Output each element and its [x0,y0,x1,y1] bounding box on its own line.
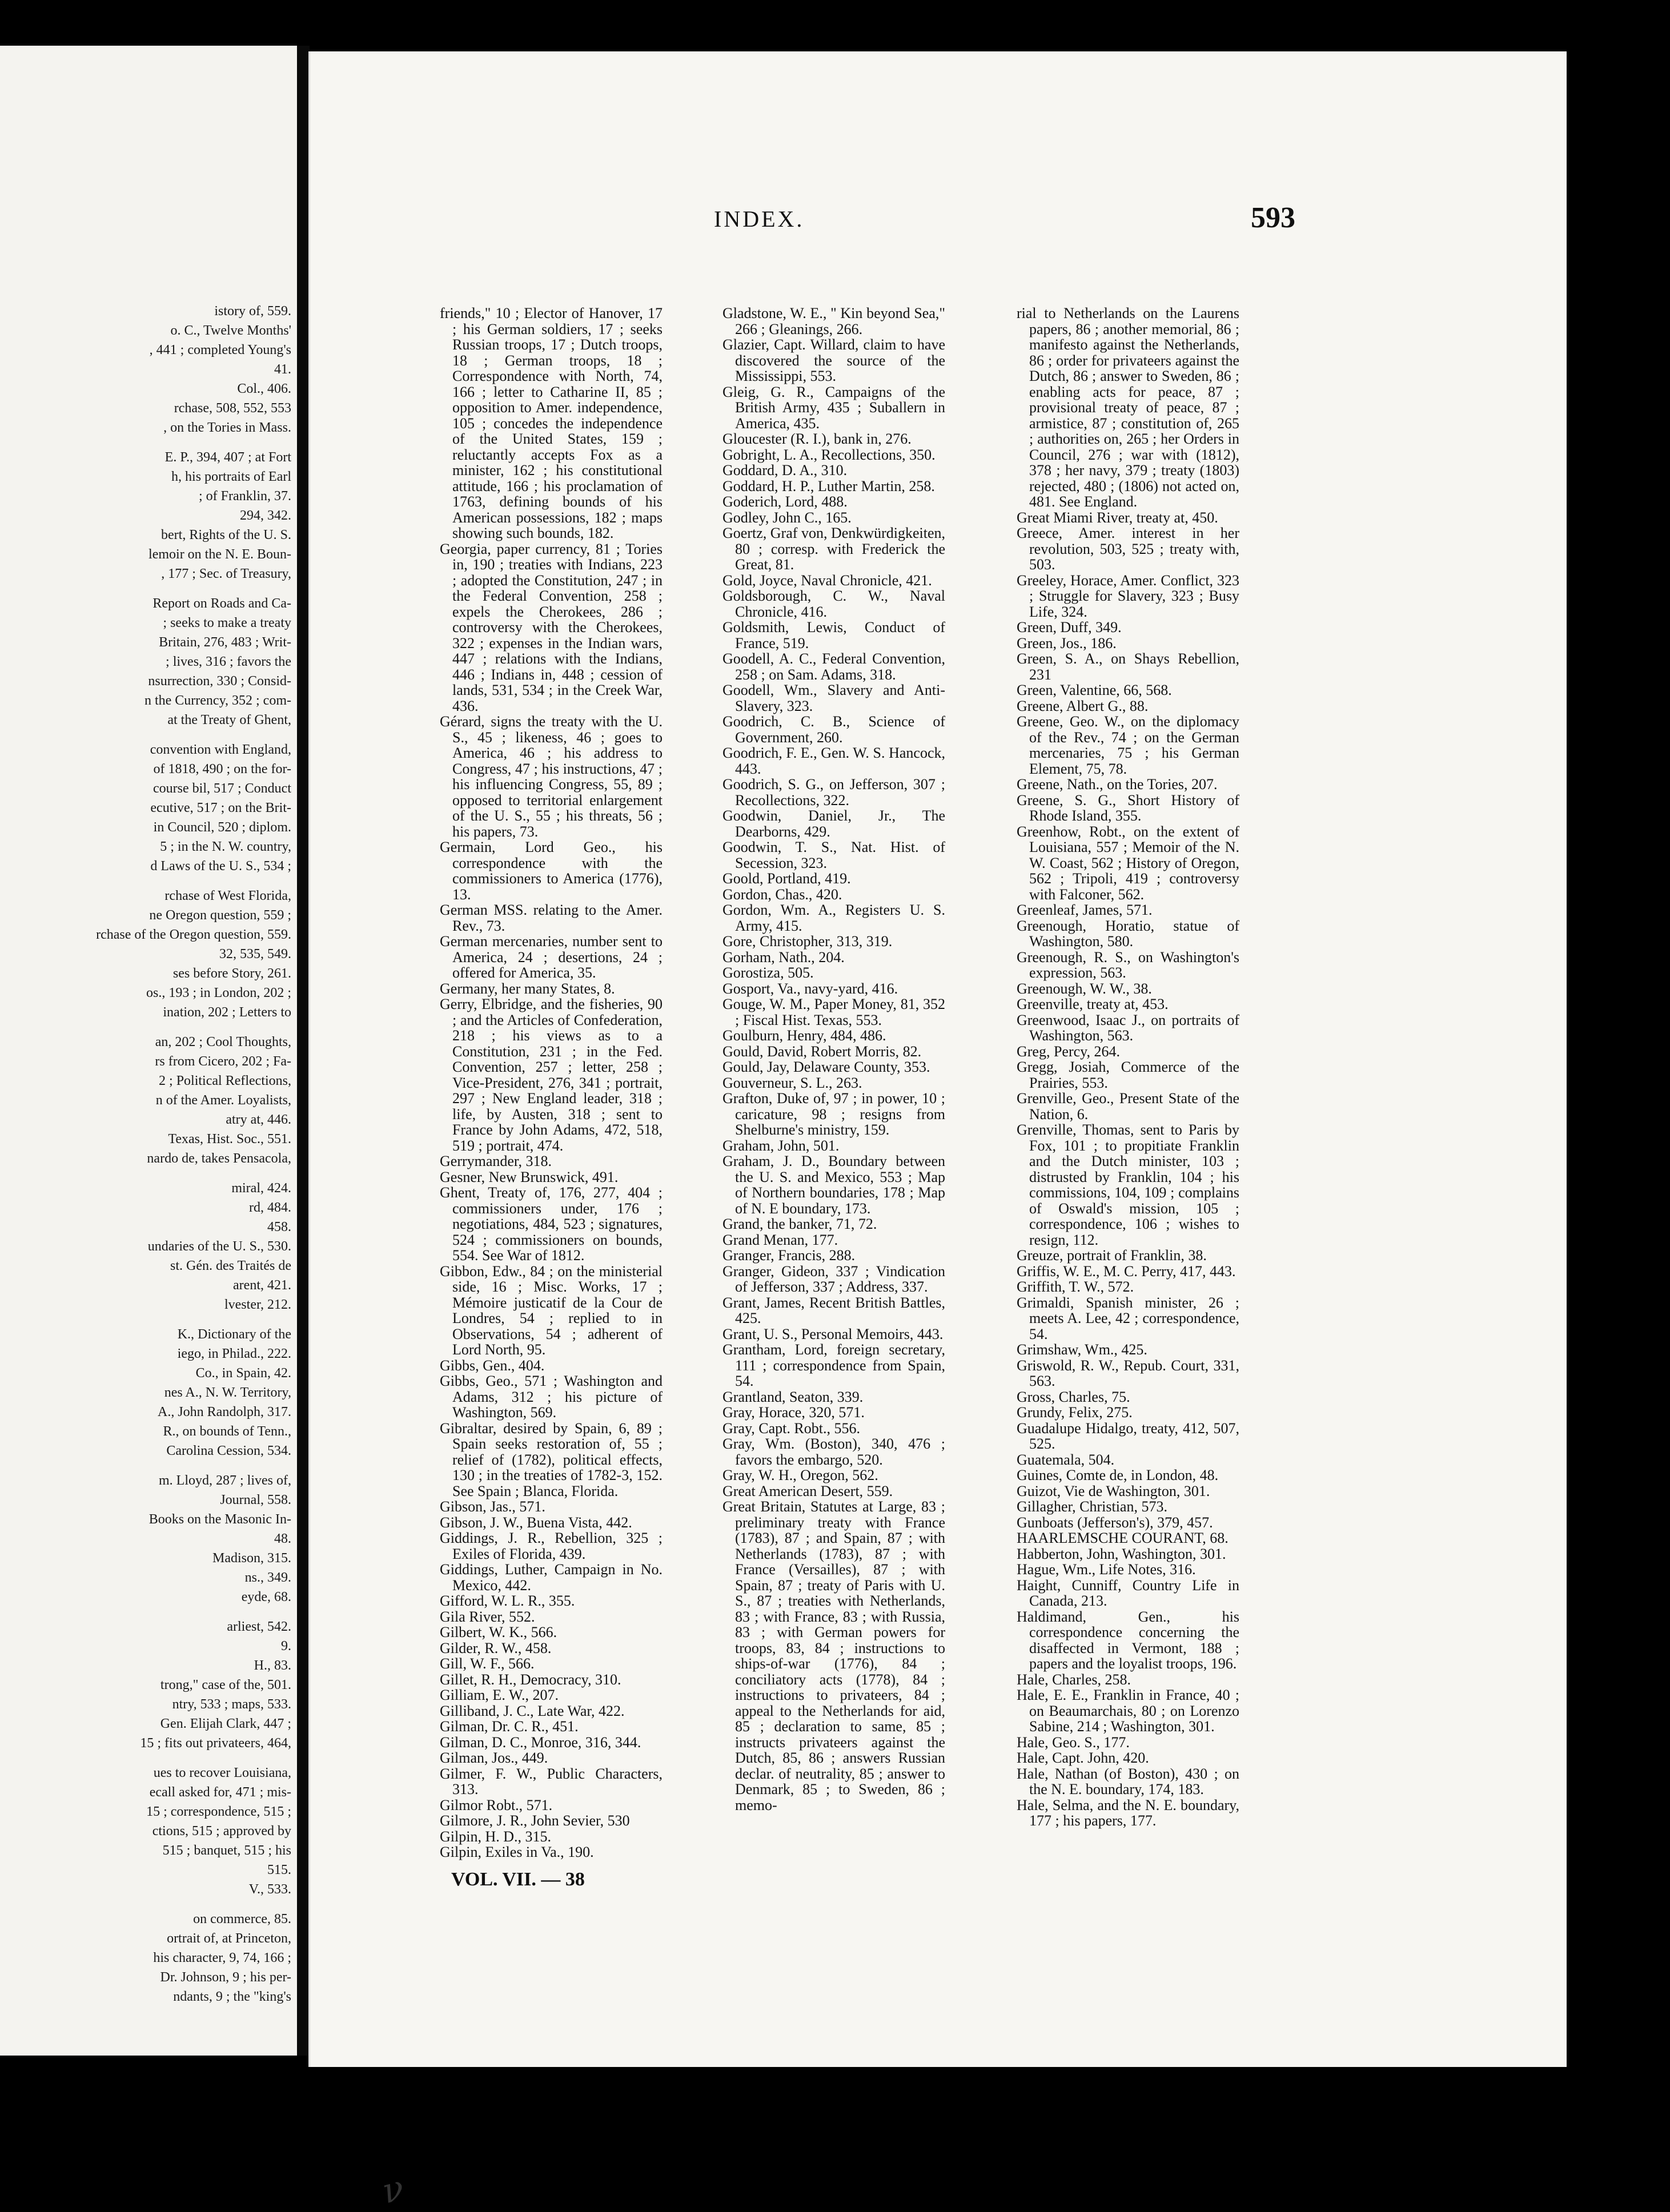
index-entry: Green, Valentine, 66, 568. [1017,682,1172,698]
index-entry: Gorham, Nath., 204. [722,948,845,966]
left-page-line: m. Lloyd, 287 ; lives of, [159,1473,291,1488]
index-entry: Grant, U. S., Personal Memoirs, 443. [722,1325,944,1342]
handwritten-mark: ν [378,2167,408,2212]
index-entry: Gilmor Robt., 571. [440,1796,553,1813]
index-entry: Gilman, D. C., Monroe, 316, 344. [440,1734,641,1751]
index-entry: Griffis, W. E., M. C. Perry, 417, 443. [1017,1262,1236,1280]
left-page-line: ne Oregon question, 559 ; [149,908,291,923]
index-entry: Goddard, D. A., 310. [722,462,848,478]
index-entry: Gross, Charles, 75. [1017,1388,1130,1405]
left-page-line: at the Treaty of Ghent, [167,713,291,727]
index-entry: Georgia, paper currency, 81 ; Tories in, 190 ; treaties with Indians, 223 ; adopted the Constitution, 247 ; in the Federal Convention, 258 ; expels the Cherokees, 286 ; controversy with the Cherokees, 322 ; expenses in the Indian wars, 447 ; relations with the Indians, 446 ; Indians in, 448 ; cession of lands, 531, 534 ; in the Creek War, 436. [440,540,663,714]
index-entry: Greenough, W. W., 38. [1017,980,1152,997]
index-entry: Gibbon, Edw., 84 ; on the ministerial side, 16 ; Misc. Works, 17 ; Mémoire justicatif de la Cour de Londres, 54 ; replied to in Observations, 54 ; adherent of Lord North, 95. [440,1262,663,1358]
index-entry: Guizot, Vie de Washington, 301. [1017,1482,1210,1499]
left-page-line: Col., 406. [237,381,291,396]
left-page-line: 515 ; banquet, 515 ; his [162,1843,291,1858]
index-entry: Greenough, R. S., on Washington's expression, 563. [1017,948,1239,981]
index-entry: Gesner, New Brunswick, 491. [440,1168,619,1185]
index-entry: Gould, David, Robert Morris, 82. [722,1043,922,1060]
left-page-line: H., 83. [254,1658,291,1673]
index-entry: Gosport, Va., navy-yard, 416. [722,980,898,997]
index-entry: Grand Menan, 177. [722,1231,838,1248]
index-entry: Greg, Percy, 264. [1017,1043,1120,1060]
index-entry: Habberton, John, Washington, 301. [1017,1545,1226,1562]
index-entry: Goertz, Graf von, Denkwürdigkeiten, 80 ; corresp. with Frederick the Great, 81. [722,525,945,573]
index-entry: Greenleaf, James, 571. [1017,902,1153,918]
index-entry: Grand, the banker, 71, 72. [722,1216,877,1232]
index-entry: Greenville, treaty at, 453. [1017,996,1169,1012]
index-entry: Gilmer, F. W., Public Characters, 313. [440,1765,663,1797]
left-page-line: his character, 9, 74, 166 ; [153,1950,291,1965]
left-page-line: of 1818, 490 ; on the for- [153,762,291,777]
index-entry: Gladstone, W. E., " Kin beyond Sea," 266 ; Gleanings, 266. [722,305,945,337]
index-entry: Gouverneur, S. L., 263. [722,1074,862,1091]
index-entry: Goldsmith, Lewis, Conduct of France, 519. [722,619,945,651]
index-entry: Hale, E. E., Franklin in France, 40 ; on Beaumarchais, 80 ; on Lorenzo Sabine, 214 ; Washington, 301. [1017,1687,1239,1735]
index-entry: Graham, John, 501. [722,1137,840,1154]
left-page-line: n the Currency, 352 ; com- [144,693,291,708]
left-page-line: Books on the Masonic In- [148,1512,291,1527]
index-entry: Hale, Charles, 258. [1017,1671,1131,1688]
left-page-line: R., on bounds of Tenn., [163,1424,291,1439]
index-entry: Goddard, H. P., Luther Martin, 258. [722,477,935,494]
index-entry: Guines, Comte de, in London, 48. [1017,1467,1219,1483]
left-page-line: 41. [274,362,291,377]
left-page-fragment [0,46,298,2056]
index-entry: Great Miami River, treaty at, 450. [1017,509,1218,526]
index-entry: Gerry, Elbridge, and the fisheries, 90 ; and the Articles of Confederation, 218 ; his views as to a Constitution, 231 ; in the Fed. Convention, 257 ; letter, 258 ; Vice-President, 276, 341 ; portrait, 297 ; New England leader, 318 ; life, by Austen, 318 ; sent to France by John Adams, 472, 518, 519 ; portrait, 474. [440,996,663,1154]
index-entry: Grant, James, Recent British Battles, 425. [722,1294,945,1326]
index-entry: Gilpin, H. D., 315. [440,1828,551,1845]
left-page-line: Texas, Hist. Soc., 551. [168,1132,291,1147]
left-page-line: 458. [267,1220,291,1234]
index-entry: Gray, Horace, 320, 571. [722,1404,865,1421]
left-page-line: Carolina Cession, 534. [166,1443,291,1458]
index-entry: Greene, Nath., on the Tories, 207. [1017,776,1218,793]
index-entry: Great American Desert, 559. [722,1482,893,1499]
left-page-line: on commerce, 85. [193,1912,291,1927]
left-page-line: nsurrection, 330 ; Consid- [148,674,291,689]
index-entry: Gifford, W. L. R., 355. [440,1592,575,1609]
left-page-line: Report on Roads and Ca- [152,596,291,611]
index-entry: Haldimand, Gen., his correspondence concerning the disaffected in Vermont, 188 ; papers and the loyalist troops, 196. [1017,1608,1239,1672]
index-entry: Grantland, Seaton, 339. [722,1388,864,1405]
left-page-line: 5 ; in the N. W. country, [160,839,291,854]
left-page-line: 15 ; correspondence, 515 ; [146,1804,291,1819]
index-entry: Graham, J. D., Boundary between the U. S. and Mexico, 553 ; Map of Northern boundaries, 178 ; Map of N. E boundary, 173. [722,1153,945,1217]
left-page-line: nes A., N. W. Territory, [164,1385,291,1400]
index-entry: Gray, Wm. (Boston), 340, 476 ; favors the embargo, 520. [722,1435,945,1468]
index-entry: Hale, Nathan (of Boston), 430 ; on the N. E. boundary, 174, 183. [1017,1765,1239,1797]
index-entry: Gray, W. H., Oregon, 562. [722,1467,878,1483]
index-entry: Greene, Albert G., 88. [1017,697,1149,714]
index-entry: Gérard, signs the treaty with the U. S., 45 ; likeness, 46 ; goes to America, 46 ; his address to Congress, 47 ; his instructions, 47 ; his influencing Congress, 55, 89 ; opposed to territorial enlargement of the U. S., 55 ; his threats, 56 ; his papers, 73. [440,713,663,840]
index-entry: HAARLEMSCHE COURANT, 68. [1017,1530,1229,1546]
index-entry: Guadalupe Hidalgo, treaty, 412, 507, 525. [1017,1419,1239,1452]
left-page-line: ndants, 9 ; the "king's [173,1989,291,2004]
index-entry: Goderich, Lord, 488. [722,493,848,510]
index-entry: Greene, S. G., Short History of Rhode Island, 355. [1017,791,1239,824]
index-entry: Gilman, Dr. C. R., 451. [440,1718,579,1735]
index-entry: Greene, Geo. W., on the diplomacy of the Rev., 74 ; on the German mercenaries, 75 ; his German Element, 75, 78. [1017,713,1239,777]
left-page-line: A., John Randolph, 317. [158,1405,291,1419]
left-page-line: rchase, 508, 552, 553 [174,401,291,416]
left-page-line: Britain, 276, 483 ; Writ- [159,635,291,650]
index-entry: rial to Netherlands on the Laurens papers, 86 ; another memorial, 86 ; manifesto against the Netherlands, 86 ; order for privateers against the Dutch, 86 ; answer to Sweden, 86 ; enabling acts for peace, 87 ; provisional treaty of peace, 87 ; armistice, 87 ; constitution of, 265 ; authorities on, 265 ; her Orders in Council, 276 ; war with (1812), 378 ; her navy, 379 ; treaty (1803) rejected, 480 ; (1806) not acted on, 481. See England. [1017,305,1239,510]
left-page-line: Madison, 315. [212,1551,291,1566]
index-entry: Granger, Francis, 288. [722,1247,856,1264]
index-entry: Gillagher, Christian, 573. [1017,1498,1167,1515]
left-page-line: Dr. Johnson, 9 ; his per- [160,1970,291,1985]
index-entry: Goodrich, C. B., Science of Government, 260. [722,713,945,746]
left-page-line: miral, 424. [231,1181,291,1196]
left-page-line: nardo de, takes Pensacola, [147,1151,291,1166]
left-page-line: convention with England, [150,742,291,757]
index-entry: Granger, Gideon, 337 ; Vindication of Jefferson, 337 ; Address, 337. [722,1262,945,1295]
index-entry: Gerrymander, 318. [440,1153,552,1169]
index-entry: Gibson, J. W., Buena Vista, 442. [440,1514,632,1531]
left-page-line: d Laws of the U. S., 534 ; [150,859,291,874]
index-entry: Gilliband, J. C., Late War, 422. [440,1702,625,1719]
left-page-line: 32, 535, 549. [219,947,291,962]
left-page-line: , 177 ; Sec. of Treasury, [161,566,291,581]
index-entry: Griffith, T. W., 572. [1017,1278,1134,1295]
index-entry: Grenville, Thomas, sent to Paris by Fox, 101 ; to propitiate Franklin and the Dutch minister, 103 ; distrusted by Franklin, 104 ; his commissions, 104, 109 ; complains of Oswald's mission, 105 ; correspondence, 106 ; wishes to resign, 112. [1017,1121,1239,1248]
index-entry: Green, Jos., 186. [1017,634,1117,651]
index-entry: Green, Duff, 349. [1017,619,1122,636]
index-entry: Grimshaw, Wm., 425. [1017,1341,1147,1358]
index-entry: Hale, Capt. John, 420. [1017,1750,1149,1766]
left-page-line: ns., 349. [244,1570,291,1585]
index-entry: Greenwood, Isaac J., on portraits of Washington, 563. [1017,1011,1239,1044]
left-page-line: trong," case of the, 501. [160,1678,291,1692]
left-page-line: arent, 421. [233,1278,291,1293]
left-page-line: ses before Story, 261. [172,966,291,981]
index-entry: Grafton, Duke of, 97 ; in power, 10 ; caricature, 98 ; resigns from Shelburne's ministry, 159. [722,1090,945,1138]
index-entry: Gloucester (R. I.), bank in, 276. [722,431,912,447]
index-entry: Gregg, Josiah, Commerce of the Prairies, 553. [1017,1059,1239,1091]
left-page-line: Gen. Elijah Clark, 447 ; [160,1716,291,1731]
left-page-line: ination, 202 ; Letters to [163,1005,291,1020]
index-entry: Gore, Christopher, 313, 319. [722,933,893,950]
index-entry: Gilpin, Exiles in Va., 190. [440,1844,594,1860]
left-page-line: st. Gén. des Traités de [170,1258,291,1273]
index-entry: Goulburn, Henry, 484, 486. [722,1027,886,1044]
gutter [297,46,310,2056]
index-entry: Goodwin, Daniel, Jr., The Dearborns, 429. [722,807,945,840]
index-entry: Goldsborough, C. W., Naval Chronicle, 416. [722,588,945,620]
left-page-line: o. C., Twelve Months' [170,323,291,338]
index-column-3 [1017,305,1239,1829]
index-entry: Greece, Amer. interest in her revolution, 503, 525 ; treaty with, 503. [1017,525,1239,573]
left-page-line: rs from Cicero, 202 ; Fa- [155,1054,291,1069]
left-page-line: rd, 484. [249,1200,291,1215]
index-entry: Goodwin, T. S., Nat. Hist. of Secession, 323. [722,839,945,871]
index-entry: Gibraltar, desired by Spain, 6, 89 ; Spain seeks restoration of, 55 ; relief of (1782), political effects, 130 ; in the treaties of 1782-3, 152. See Spain ; Blanca, Florida. [440,1419,663,1499]
left-page-line: bert, Rights of the U. S. [161,528,291,542]
left-page-line: rchase of the Oregon question, 559. [96,927,291,942]
left-page-line: os., 193 ; in London, 202 ; [146,986,291,1000]
index-entry: Gila River, 552. [440,1608,535,1625]
index-entry: Griswold, R. W., Repub. Court, 331, 563. [1017,1357,1239,1389]
left-page-line: 9. [281,1639,291,1654]
index-entry: Grundy, Felix, 275. [1017,1404,1133,1421]
index-entry: German mercenaries, number sent to America, 24 ; desertions, 24 ; offered for America, 35. [440,933,663,981]
left-page-line: , on the Tories in Mass. [163,420,291,435]
index-entry: Greenough, Horatio, statue of Washington, 580. [1017,917,1239,950]
index-entry: Gilman, Jos., 449. [440,1750,548,1766]
index-entry: Gilliam, E. W., 207. [440,1687,559,1703]
index-entry: Grimaldi, Spanish minister, 26 ; meets A. Lee, 42 ; correspondence, 54. [1017,1294,1239,1342]
left-page-line: 2 ; Political Reflections, [159,1073,291,1088]
left-page-line: course bil, 517 ; Conduct [153,781,291,796]
index-entry: Goodell, A. C., Federal Convention, 258 ; on Sam. Adams, 318. [722,650,945,683]
index-entry: Gilbert, W. K., 566. [440,1624,557,1640]
index-entry: Guatemala, 504. [1017,1451,1115,1468]
index-entry: Giddings, Luther, Campaign in No. Mexico, 442. [440,1561,663,1594]
left-page-line: undaries of the U. S., 530. [147,1239,291,1254]
index-entry: Goodell, Wm., Slavery and Anti-Slavery, 323. [722,682,945,714]
left-page-line: 15 ; fits out privateers, 464, [140,1736,291,1751]
index-entry: Greuze, portrait of Franklin, 38. [1017,1247,1207,1264]
left-page-line: K., Dictionary of the [177,1327,291,1342]
index-entry: Great Britain, Statutes at Large, 83 ; preliminary treaty with France (1783), 87 ; and Spain, 87 ; with Netherlands (1783), 87 ; with France (Versailles), 87 ; with Spain, 87 ; treaty of Paris with U. S., 87 ; treaties with Netherlands, 83 ; with France, 83 ; with Russia, 83 ; with German powers for troops, 83, 84 ; instructions to ships-of-war (1776), 84 ; conciliatory acts (1778), 84 ; instructions to privateers, 84 ; appeal to the Netherlands for aid, 85 ; declaration to same, 85 ; instructs privateers against the Dutch, 85, 86 ; answers Russian declar. of neutrality, 85 ; answer to Denmark, 85 ; to Sweden, 86 ; memo- [722,1498,945,1813]
left-page-line: 294, 342. [240,508,291,523]
volume-footer: VOL. VII. — 38 [451,1869,585,1890]
index-entry: Hale, Selma, and the N. E. boundary, 177 ; his papers, 177. [1017,1796,1239,1829]
index-entry: Grantham, Lord, foreign secretary, 111 ; correspondence from Spain, 54. [722,1341,945,1389]
index-entry: Gillet, R. H., Democracy, 310. [440,1671,621,1688]
index-entry: Gunboats (Jefferson's), 379, 457. [1017,1514,1213,1531]
left-page-line: ; seeks to make a treaty [163,616,291,630]
left-page-line: ; of Franklin, 37. [199,489,291,504]
index-entry: Greenhow, Robt., on the extent of Louisiana, 557 ; Memoir of the N. W. Coast, 562 ; History of Oregon, 562 ; Tripoli, 419 ; controversy with Falconer, 562. [1017,823,1239,903]
index-column-2 [722,305,945,1813]
left-page-line: ctions, 515 ; approved by [152,1824,291,1839]
left-page-line: , 441 ; completed Young's [149,343,291,357]
left-page-line: ; lives, 316 ; favors the [166,654,291,669]
left-page-line: V., 533. [248,1882,291,1897]
left-page-line: ecutive, 517 ; on the Brit- [150,801,291,815]
index-entry: Haight, Cunniff, Country Life in Canada, 213. [1017,1576,1239,1609]
index-entry: Gobright, L. A., Recollections, 350. [722,446,936,463]
left-page-line: arliest, 542. [227,1619,291,1634]
left-page-line: rchase of West Florida, [164,888,291,903]
index-entry: Ghent, Treaty of, 176, 277, 404 ; commissioners under, 176 ; negotiations, 484, 523 ; signatures, 524 ; commissioners on bounds, 554. See War of 1812. [440,1184,663,1264]
index-entry: Green, S. A., on Shays Rebellion, 231 [1017,650,1239,683]
index-entry: Gorostiza, 505. [722,964,814,981]
index-entry: Gray, Capt. Robt., 556. [722,1419,860,1437]
left-page-line: lvester, 212. [224,1297,291,1312]
index-entry: Glazier, Capt. Willard, claim to have discovered the source of the Mississippi, 553. [722,336,945,384]
left-page-line: ntry, 533 ; maps, 533. [172,1697,291,1712]
left-page-line: 48. [274,1531,291,1546]
index-entry: Gilder, R. W., 458. [440,1639,552,1656]
left-page-line: E. P., 394, 407 ; at Fort [164,450,291,465]
index-entry: Grenville, Geo., Present State of the Nation, 6. [1017,1090,1239,1123]
left-page-line: 515. [267,1863,291,1877]
index-entry: Germain, Lord Geo., his correspondence with the commissioners to America (1776), 13. [440,839,663,903]
index-entry: Goodrich, S. G., on Jefferson, 307 ; Recollections, 322. [722,776,945,809]
left-page-line: Co., in Spain, 42. [195,1366,291,1381]
index-entry: Gibson, Jas., 571. [440,1498,545,1515]
left-page-line: lemoir on the N. E. Boun- [148,547,291,562]
index-column-1 [440,305,663,1860]
index-entry: Godley, John C., 165. [722,509,852,526]
index-entry: Goold, Portland, 419. [722,870,851,887]
left-page-line: iego, in Philad., 222. [177,1346,291,1361]
index-entry: Gleig, G. R., Campaigns of the British Army, 435 ; Suballern in America, 435. [722,383,945,432]
index-entry: Gordon, Chas., 420. [722,886,842,903]
left-page-line: ortrait of, at Princeton, [167,1931,291,1946]
left-page-line: ecall asked for, 471 ; mis- [149,1785,291,1800]
index-entry: Greeley, Horace, Amer. Conflict, 323 ; Struggle for Slavery, 323 ; Busy Life, 324. [1017,572,1239,620]
left-page-line: h, his portraits of Earl [171,469,291,484]
index-entry: Gordon, Wm. A., Registers U. S. Army, 415. [722,902,945,934]
index-entry: Germany, her many States, 8. [440,980,615,997]
index-entry: Goodrich, F. E., Gen. W. S. Hancock, 443. [722,745,945,777]
left-page-line: atry at, 446. [226,1112,291,1127]
left-page-line: n of the Amer. Loyalists, [155,1093,291,1108]
index-entry: Gill, W. F., 566. [440,1655,535,1672]
index-entry: Gouge, W. M., Paper Money, 81, 352 ; Fiscal Hist. Texas, 553. [722,996,945,1028]
index-entry: Gilmore, J. R., John Sevier, 530 [440,1812,630,1829]
left-page-line: in Council, 520 ; diplom. [153,820,291,835]
index-entry: German MSS. relating to the Amer. Rev., 73. [440,902,663,934]
page-title: INDEX. [714,206,805,232]
index-entry: Hague, Wm., Life Notes, 316. [1017,1561,1196,1578]
left-page-line: Journal, 558. [220,1493,291,1507]
index-entry: Gould, Jay, Delaware County, 353. [722,1059,930,1075]
index-entry: Gibbs, Geo., 571 ; Washington and Adams, 312 ; his picture of Washington, 569. [440,1373,663,1421]
left-page-line: istory of, 559. [214,304,291,319]
left-page-line: ues to recover Louisiana, [153,1765,291,1780]
index-entry: Gibbs, Gen., 404. [440,1357,545,1374]
index-entry: Gold, Joyce, Naval Chronicle, 421. [722,572,932,589]
left-page-line: eyde, 68. [241,1590,291,1604]
left-page-line: an, 202 ; Cool Thoughts, [155,1035,291,1049]
index-entry: Hale, Geo. S., 177. [1017,1734,1130,1751]
index-entry: Giddings, J. R., Rebellion, 325 ; Exiles of Florida, 439. [440,1530,663,1562]
index-entry: friends," 10 ; Elector of Hanover, 17 ; his German soldiers, 17 ; seeks Russian troops, 17 ; Dutch troops, 18 ; German troops, 18 ; Correspondence with North, 74, 166 ; letter to Catharine II, 85 ; opposition to Amer. independence, 105 ; concedes the independence of the United States, 159 ; reluctantly accepts Fox as a minister, 162 ; his constitutional attitude, 166 ; his proclamation of 1763, defining bounds of his American possessions, 182 ; maps showing such bounds, 182. [440,305,663,541]
page-number: 593 [1251,202,1295,234]
